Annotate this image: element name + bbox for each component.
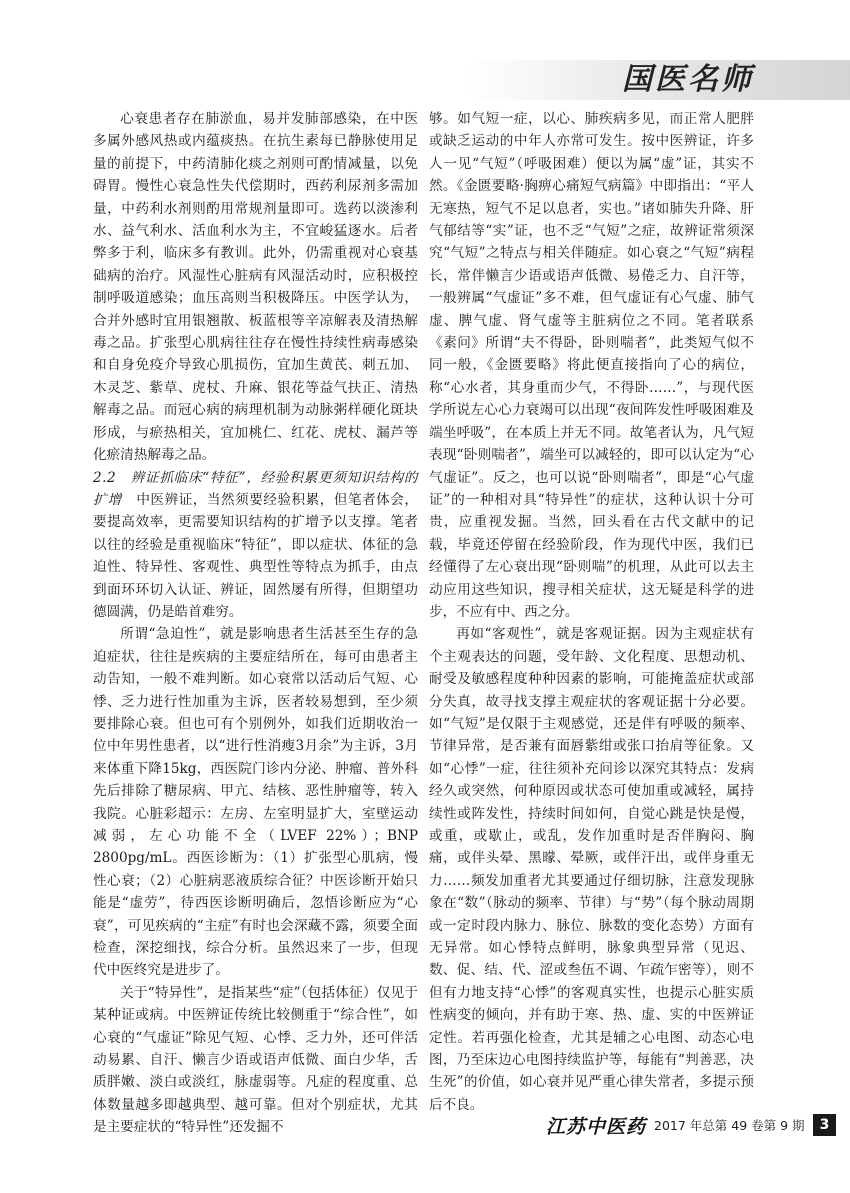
page-footer xyxy=(546,1113,836,1137)
paragraph: 心衰患者存在肺淤血，易并发肺部感染，在中医多属外感风热或内蕴痰热。在抗生素每已静脉使用足量的前提下，中药清肺化痰之剂则可酌情减量，以免碍胃。慢性心衰急性失代偿期时，西药利尿剂多需加量，中药利水剂则酌用常规剂量即可。选药以淡渗利水、益气利水、活血利水为主，不宜峻猛逐水。后者弊多于利，临床多有教训。此外，仍需重视对心衰基础病的治疗。风湿性心脏病有风湿活动时，应积极控制呼吸道感染；血压高则当积极降压。中医学认为，合并外感时宜用银翘散、板蓝根等辛凉解表及清热解毒之品。扩张型心肌病往往存在慢性持续性病毒感染和自身免疫介导致心肌损伤，宜加生黄芪、刺五加、木灵芝、紫草、虎杖、升麻、银花等益气扶正、清热解毒之品。而冠心病的病理机制为动脉粥样硬化斑块形成，与瘀热相关，宜加桃仁、红花、虎杖、漏芦等化瘀清热解毒之品。 xyxy=(93,111,418,464)
journal-name: 江苏中医药 xyxy=(546,1115,647,1138)
paragraph: 够。如气短一症，以心、肺疾病多见，而正常人肥胖或缺乏运动的中年人亦常可发生。按中医辨证，许多人一见“气短”（呼吸困难）便以为属“虚”证，其实不然。《金匮要略·胸痹心痛短气病篇》中即指出：“平人无寒热，短气不足以息者，实也。”诸如肺失升降、肝气郁结等“实”证，也不乏“气短”之症，故辨证常须深究“气短”之特点与相关伴随症。如心衰之“气短”病程长，常伴懒言少语或语声低微、易倦乏力、自汗等，一般辨属“气虚证”多不难，但气虚证有心气虚、肺气虚、脾气虚、肾气虚等主脏病位之不同。笔者联系《素问》所谓“夫不得卧，卧则喘者”，此类短气似不同一般，《金匮要略》将此便直接指向了心的病位，称“心水者，其身重而少气，不得卧……”，与现代医学所说左心心力衰竭可以出现“夜间阵发性呼吸困难及端坐呼吸”，在本质上并无不同。故笔者认为，凡气短表现“卧则喘者”，端坐可以减轻的，即可以认定为“心气虚证”。反之，也可以说“卧则喘者”，即是“心气虚证”的一种相对具“特异性”的症状，这种认识十分可贵，应重视发掘。当然，回头看在古代文献中的记载，毕竟还停留在经验阶段，作为现代中医，我们已经懂得了左心衰出现“卧则喘”的机理，从此可以去主动应用这些知识，搜寻相关症状，这无疑是科学的进步，不应有中、西之分。 xyxy=(429,111,754,620)
paragraph-body: 中医辨证，当然须要经验积累，但笔者体会，要提高效率，更需要知识结构的扩增予以支撑。笔者以往的经验是重视临床“特征”，即以症状、体征的急迫性、特异性、客观性、典型性等特点为抓手，由点到面环环切入认证、辨证，固然屡有所得，但期望功德圆满，仍是皓首难穷。 xyxy=(93,491,418,620)
section-2-2 xyxy=(93,467,418,624)
section-banner-title: 国医名师 xyxy=(622,62,754,97)
paragraph: 所谓“急迫性”，就是影响患者生活甚至生存的急迫症状，往往是疾病的主要症结所在，每可由患者主动告知，一般不难判断。如心衰常以活动后气短、心悸、乏力进行性加重为主诉，医者较易想到，至少须要排除心衰。但也可有个别例外，如我们近期收治一位中年男性患者，以“进行性消瘦3月余”为主诉，3月来体重下降15kg，西医院门诊内分泌、肿瘤、普外科先后排除了糖尿病、甲亢、结核、恶性肿瘤等，转入我院。心脏彩超示：左房、左室明显扩大，室壁运动减弱，左心功能不全（LVEF 22%）；BNP 2800pg/mL。西医诊断为：（1）扩张型心肌病，慢性心衰；（2）心脏病恶液质综合征？中医诊断开始只能是“虚劳”，待西医诊断明确后，忽悟诊断应为“心衰”，可见疾病的“主症”有时也会深藏不露，须要全面检查，深挖细找，综合分析。虽然迟来了一步，但现代中医终究是进步了。 xyxy=(93,626,418,979)
left-column xyxy=(93,108,418,1139)
issue-info: 2017 年总第 49 卷第 9 期 xyxy=(654,1118,805,1133)
paragraph: 关于“特异性”，是指某些“症”（包括体征）仅见于某种证或病。中医辨证传统比较侧重于“综合性”，如心衰的“气虚证”除见气短、心悸、乏力外，还可伴活动易累、自汗、懒言少语或语声低微、面白少华，舌质胖嫩、淡白或淡红，脉虚弱等。凡症的程度重、总体数量越多即越典型、越可靠。但对个别症状，尤其是主要症状的“特异性”还发掘不 xyxy=(93,984,418,1136)
paragraph: 再如“客观性”，就是客观证据。因为主观症状有个主观表达的问题，受年龄、文化程度、思想动机、耐受及敏感程度种种因素的影响，可能掩盖症状或部分失真，故寻找支撑主观症状的客观证据十分必要。如“气短”是仅限于主观感觉，还是伴有呼吸的频率、节律异常，是否兼有面唇紫绀或张口抬肩等征象。又如“心悸”一症，往往须补充问诊以深究其特点：发病经久或突然，何种原因或状态可使加重或减轻，属持续性或阵发性，持续时间如何，自觉心跳是快是慢，或重，或歇止，或乱，发作加重时是否伴胸闷、胸痛，或伴头晕、黑曚、晕厥，或伴汗出，或伴身重无力……频发加重者尤其要通过仔细切脉，注意发现脉象在“数”（脉动的频率、节律）与“势”（每个脉动周期或一定时段内脉力、脉位、脉数的变化态势）方面有无异常。如心悸特点鲜明，脉象典型异常（见迟、数、促、结、代、涩或叁伍不调、乍疏乍密等），则不但有力地支持“心悸”的客观真实性，也提示心脏实质性病变的倾向，并有助于寒、热、虚、实的中医辨证定性。若再强化检查，尤其是辅之心电图、动态心电图，乃至床边心电图持续监护等，每能有“判善恶，决生死”的价值，如心衰并见严重心律失常者，多提示预后不良。 xyxy=(429,626,754,1113)
right-column xyxy=(429,108,754,1116)
section-heading: 2.2 辨证抓临床“特征”，经验积累更须知识结构的扩增 xyxy=(93,469,418,508)
page-number: 3 xyxy=(813,1114,837,1136)
